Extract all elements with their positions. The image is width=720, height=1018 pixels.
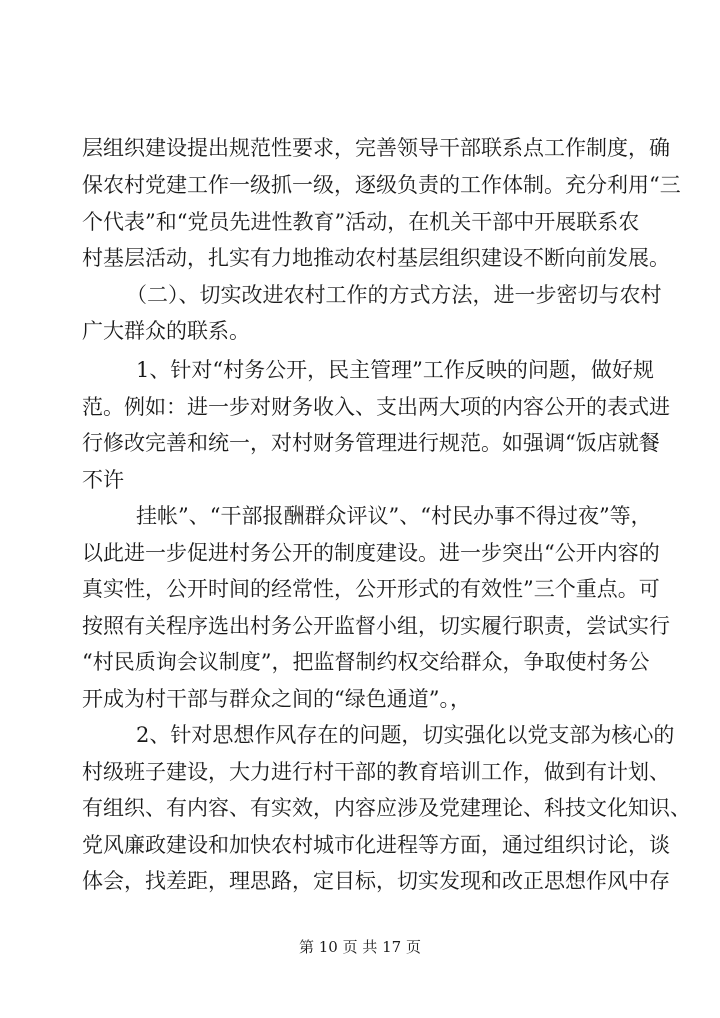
text-line: 按照有关程序选出村务公开监督小组，切实履行职责，尝试实行 <box>82 614 670 638</box>
text-line: 村基层活动，扎实有力地推动农村基层组织建设不断向前发展。 <box>82 246 670 270</box>
text-line: 开成为村干部与群众之间的“绿色通道”。， <box>82 687 471 711</box>
text-line: 村级班子建设，大力进行村干部的教育培训工作，做到有计划、 <box>82 760 670 784</box>
text-line: “村民质询会议制度”，把监督制约权交给群众，争取使村务公 <box>82 650 650 674</box>
text-line: 有组织、有内容、有实效，内容应涉及党建理论、科技文化知识、 <box>82 796 691 820</box>
text-line: 1、针对“村务公开，民主管理”工作反映的问题，做好规 <box>136 358 654 382</box>
page-number: 第 10 页 共 17 页 <box>298 938 421 956</box>
text-line: 保农村党建工作一级抓一级，逐级负责的工作体制。充分利用“三 <box>82 173 681 197</box>
text-line: 广大群众的联系。 <box>82 319 250 343</box>
text-line: 党风廉政建设和加快农村城市化进程等方面，通过组织讨论，谈 <box>82 833 670 857</box>
text-line: 行修改完善和统一，对村财务管理进行规范。如强调“饭店就餐 <box>82 431 660 455</box>
text-line: 范。例如：进一步对财务收入、支出两大项的内容公开的表式进 <box>82 395 670 419</box>
text-line: 以此进一步促进村务公开的制度建设。进一步突出“公开内容的 <box>82 541 660 565</box>
text-line: 个代表”和“党员先进性教育”活动，在机关干部中开展联系农 <box>82 210 640 234</box>
text-line: 真实性，公开时间的经常性，公开形式的有效性”三个重点。可 <box>82 577 660 601</box>
text-line: 不许 <box>82 468 124 492</box>
text-line: 2、针对思想作风存在的问题，切实强化以党支部为核心的 <box>136 723 675 747</box>
text-line: （二）、切实改进农村工作的方式方法，进一步密切与农村 <box>126 283 662 307</box>
text-line: 层组织建设提出规范性要求，完善领导干部联系点工作制度，确 <box>82 136 670 160</box>
text-line: 体会，找差距，理思路，定目标，切实发现和改正思想作风中存 <box>82 869 670 893</box>
text-line: 挂帐”、“干部报酬群众评议”、“村民办事不得过夜”等， <box>136 504 652 528</box>
